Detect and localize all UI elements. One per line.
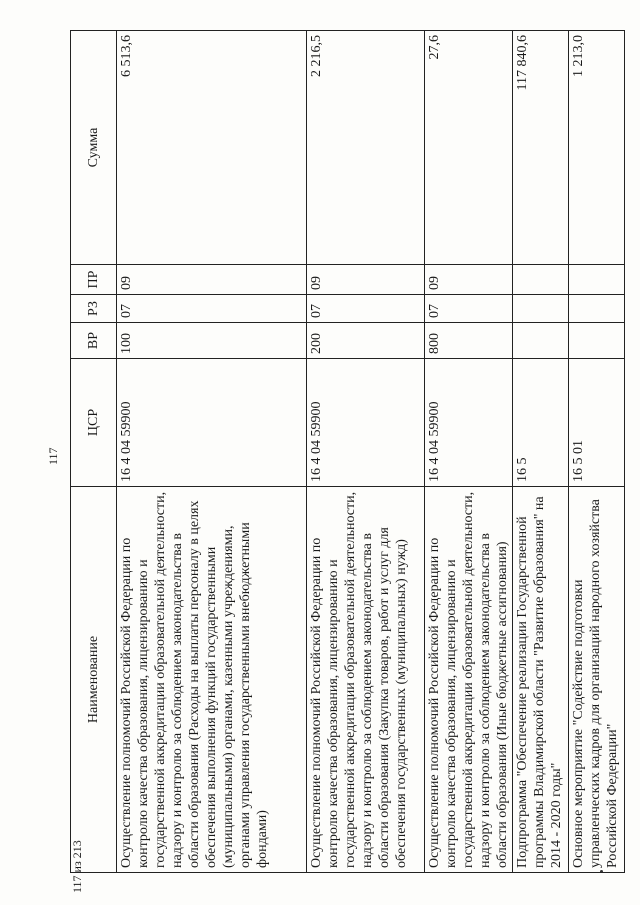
row-vr	[513, 323, 569, 359]
table-row	[513, 31, 569, 873]
row-csr: 16 5	[513, 359, 569, 487]
row-rz	[513, 295, 569, 323]
header-pr: ПР	[71, 265, 117, 295]
row-csr: 16 4 04 59900	[425, 359, 513, 487]
row-sum: 1 213,0	[569, 31, 625, 265]
table-header-row	[71, 31, 117, 873]
row-pr: 09	[425, 265, 513, 295]
page-number: 117	[46, 447, 60, 465]
table-row	[307, 31, 425, 873]
row-name: Основное мероприятие "Содействие подготовки управленческих кадров для организаций народного хозяйства Российской Федерации"	[569, 487, 625, 873]
row-sum: 27,6	[425, 31, 513, 265]
row-rz: 07	[425, 295, 513, 323]
row-vr: 800	[425, 323, 513, 359]
row-pr	[569, 265, 625, 295]
row-rz: 07	[117, 295, 307, 323]
header-vr: ВР	[71, 323, 117, 359]
row-name: Подпрограмма "Обеспечение реализации Государственной программы Владимирской области "Развитие образования" на 2014 - 2020 годы"	[513, 487, 569, 873]
table-row	[569, 31, 625, 873]
row-csr: 16 5 01	[569, 359, 625, 487]
page-counter: 117 из 213	[70, 840, 84, 893]
row-sum: 117 840,6	[513, 31, 569, 265]
table-row	[425, 31, 513, 873]
row-pr: 09	[307, 265, 425, 295]
row-pr: 09	[117, 265, 307, 295]
row-csr: 16 4 04 59900	[307, 359, 425, 487]
header-sum: Сумма	[71, 31, 117, 265]
row-name: Осуществление полномочий Российской Федерации по контролю качества образования, лицензированию и государственной аккредитации образовательной деятельности, надзору и контролю за соблюдением законодательства в области образования (Иные бюджетные ассигнования)	[425, 487, 513, 873]
row-csr: 16 4 04 59900	[117, 359, 307, 487]
row-sum: 6 513,6	[117, 31, 307, 265]
row-pr	[513, 265, 569, 295]
budget-table	[70, 30, 625, 873]
row-rz	[569, 295, 625, 323]
row-vr: 200	[307, 323, 425, 359]
header-csr: ЦСР	[71, 359, 117, 487]
header-rz: РЗ	[71, 295, 117, 323]
row-name: Осуществление полномочий Российской Федерации по контролю качества образования, лицензированию и государственной аккредитации образовательной деятельности, надзору и контролю за соблюдением законодательства в области образования (Расходы на выплаты персоналу в целях обеспечения выполнения функций государственными (муниципальными) органами, казенными учреждениями, органами управления государственными внебюджетными фондами)	[117, 487, 307, 873]
row-vr: 100	[117, 323, 307, 359]
row-vr	[569, 323, 625, 359]
row-name: Осуществление полномочий Российской Федерации по контролю качества образования, лицензированию и государственной аккредитации образовательной деятельности, надзору и контролю за соблюдением законодательства в области образования (Закупка товаров, работ и услуг для обеспечения государственных (муниципальных) нужд)	[307, 487, 425, 873]
row-rz: 07	[307, 295, 425, 323]
header-name: Наименование	[71, 487, 117, 873]
row-sum: 2 216,5	[307, 31, 425, 265]
table-row	[117, 31, 307, 873]
